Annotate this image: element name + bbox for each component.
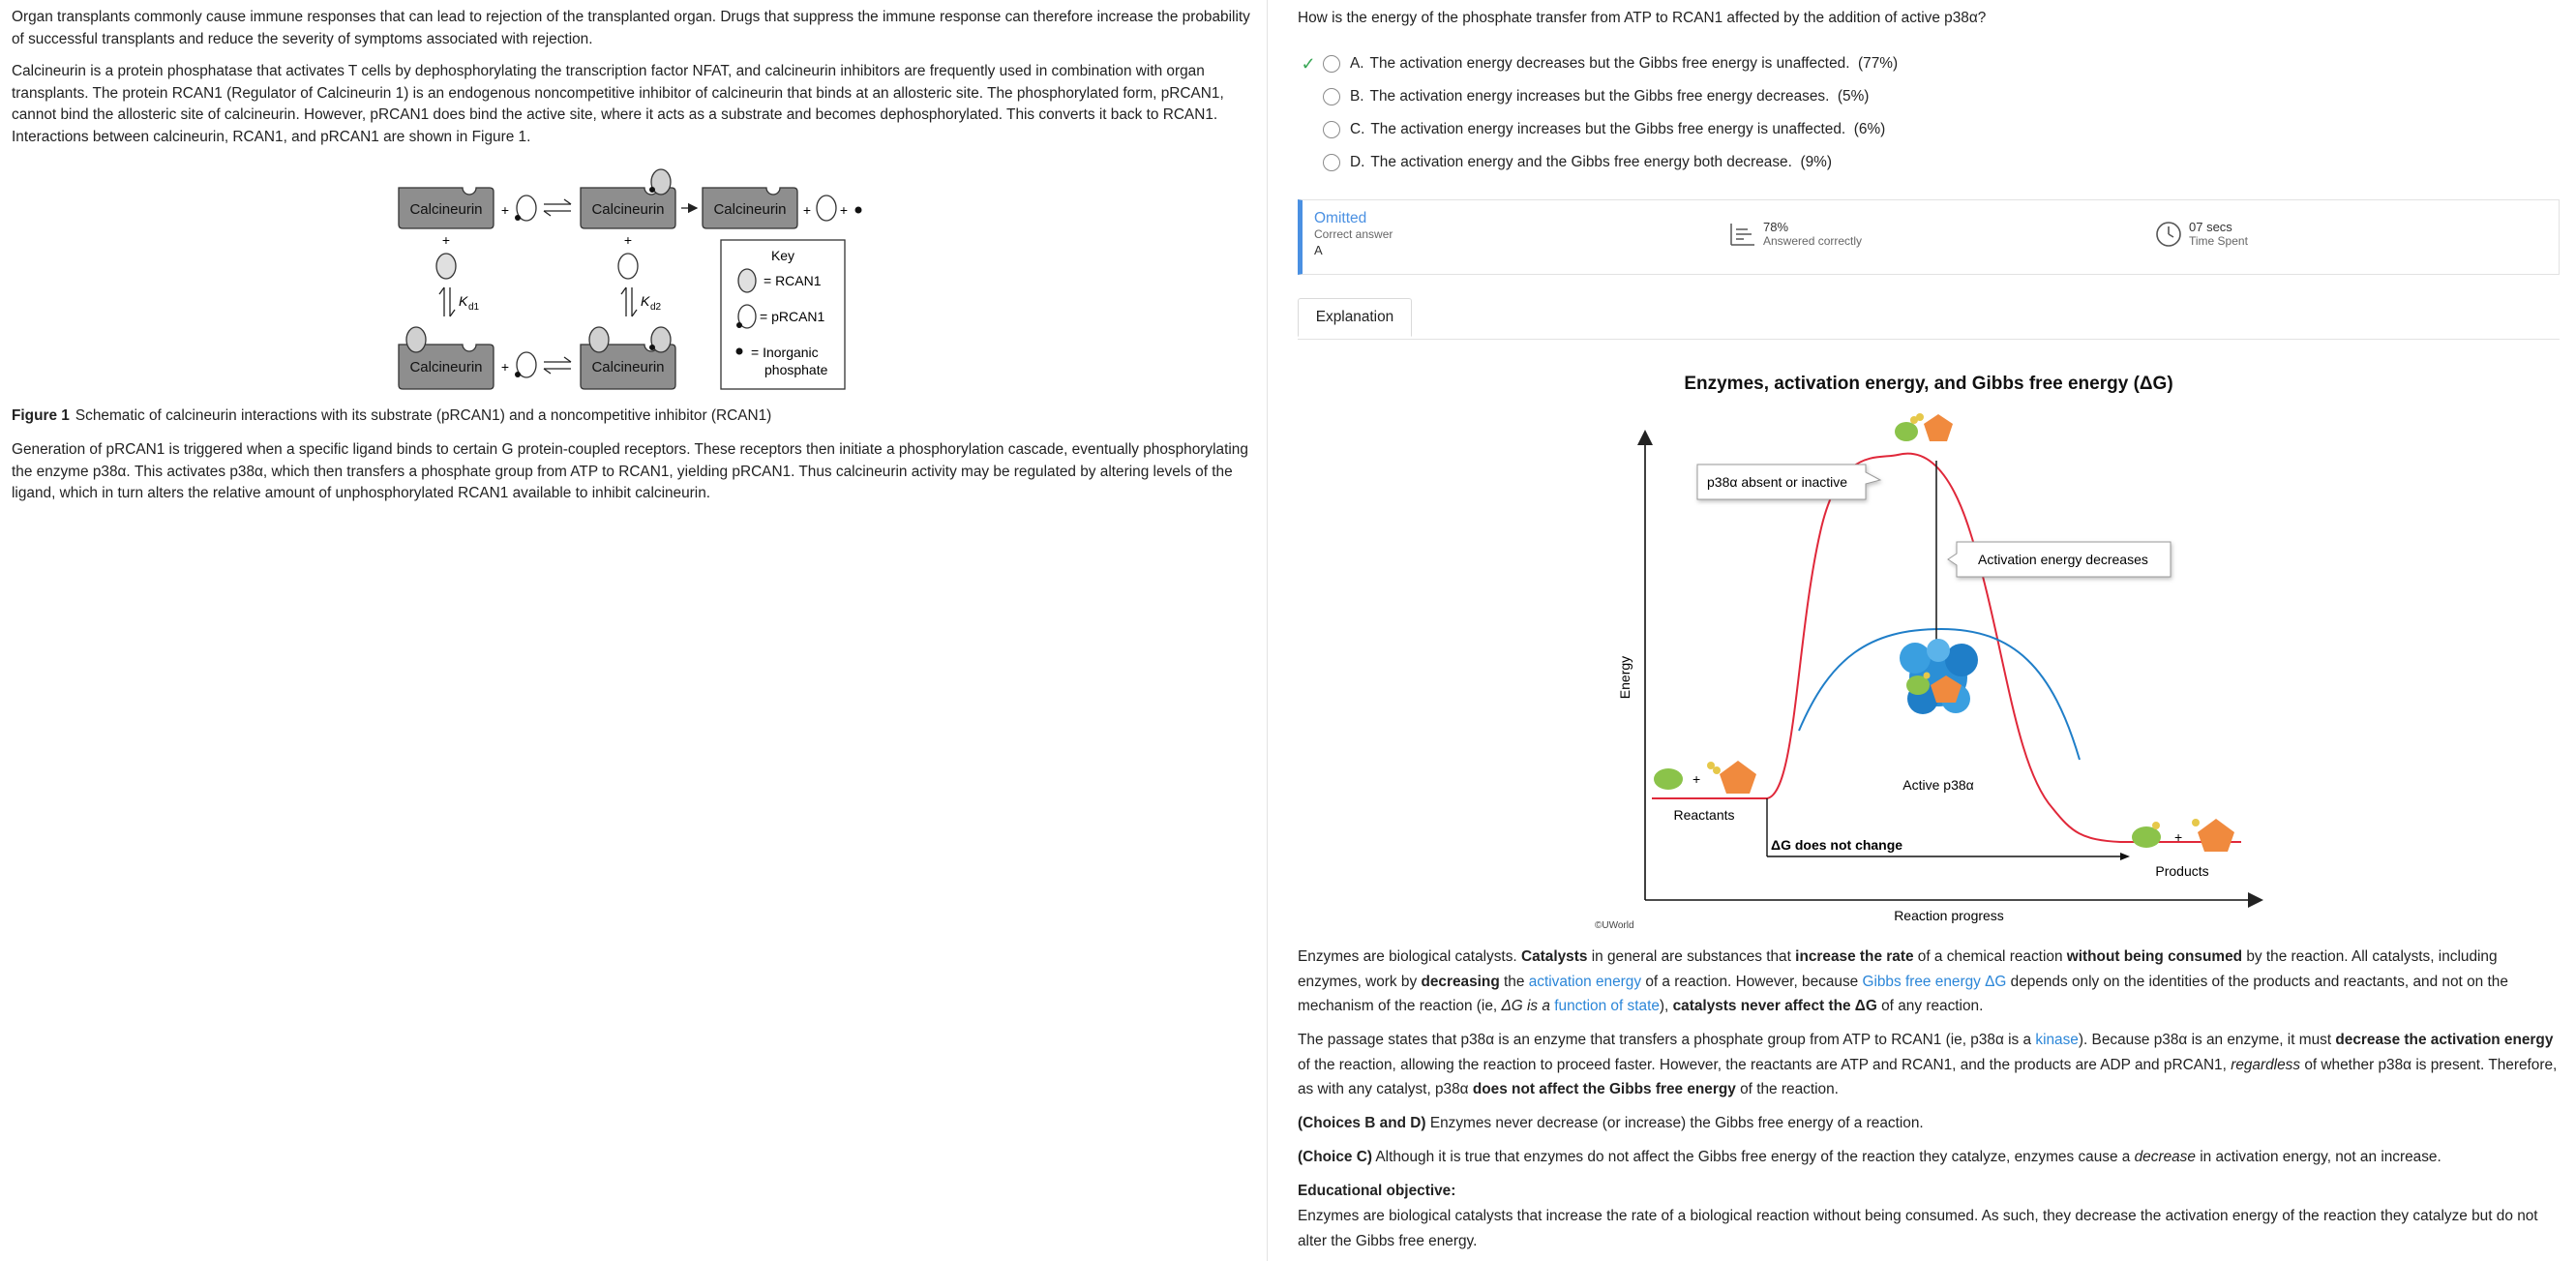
svg-text:d2: d2 <box>650 302 662 313</box>
molecule-transition-state <box>1895 413 1953 441</box>
bar-chart-icon <box>1728 220 1757 249</box>
choice-letter: B. <box>1350 88 1364 105</box>
key-phosphate-2: phosphate <box>764 362 828 377</box>
percent-value: 78% <box>1763 220 1789 234</box>
choice-letter: A. <box>1350 55 1364 72</box>
choice-percent: (5%) <box>1837 88 1870 105</box>
choice-d[interactable] <box>1298 151 1832 174</box>
calcineurin-label: Calcineurin <box>713 201 787 218</box>
prcan1-symbol <box>515 195 536 221</box>
question-pane <box>1269 0 2576 1261</box>
explanation-paragraph-1: Enzymes are biological catalysts. Catalysts in general are substances that increase the rate of a chemical reaction without being consumed by the reaction. All catalysts, including enzymes, work by decreasing the activation energy of a reaction. However, because Gibbs free energy ΔG depends only on the identities of the products and reactants, and not on the mechanism of the reaction (ie, ΔG is a function of state), catalysts never affect the ΔG of any reaction. <box>1298 948 2508 1015</box>
choice-percent: (77%) <box>1858 55 1899 72</box>
equilibrium-arrow <box>544 357 571 374</box>
diagram-title: Enzymes, activation energy, and Gibbs free energy (ΔG) <box>1684 374 2173 394</box>
percent-label: Answered correctly <box>1763 234 1863 248</box>
plus-sign: + <box>839 202 849 218</box>
tab-explanation[interactable]: Explanation <box>1298 298 1412 337</box>
choice-c[interactable] <box>1298 118 1885 141</box>
time-spent-stat <box>2154 220 2248 249</box>
educational-objective-title: Educational objective: <box>1298 1183 1456 1199</box>
figure-caption-text: Schematic of calcineurin interactions with its substrate (pRCAN1) and a noncompetitive inhibitor (RCAN1) <box>75 407 772 424</box>
answer-status <box>1314 210 1393 257</box>
kd2-equilibrium <box>621 287 662 316</box>
callout-inactive-text: p38α absent or inactive <box>1707 474 1848 490</box>
choice-letter: C. <box>1350 121 1365 137</box>
status-omitted: Omitted <box>1314 210 1367 226</box>
calcineurin-label: Calcineurin <box>591 359 665 375</box>
figure-caption-label: Figure 1 <box>12 407 70 424</box>
molecule-products <box>2132 819 2234 852</box>
p38-enzyme-icon <box>1900 639 1978 714</box>
correct-answer-label: Correct answer <box>1314 227 1393 241</box>
plus-sign: + <box>623 232 633 248</box>
svg-text:d1: d1 <box>468 302 480 313</box>
plus-sign: + <box>500 359 510 375</box>
rcan1-symbol <box>618 254 638 279</box>
choice-letter: D. <box>1350 154 1365 170</box>
rcan1-symbol <box>436 254 456 279</box>
svg-text:+: + <box>1692 771 1701 787</box>
reactants-label: Reactants <box>1673 807 1735 823</box>
figure-caption <box>12 407 771 425</box>
x-axis-label: Reaction progress <box>1894 908 2004 923</box>
time-value: 07 secs <box>2189 220 2232 234</box>
radio-button-a[interactable] <box>1323 55 1340 73</box>
correct-answer-value: A <box>1314 243 1323 257</box>
passage-paragraph-1: Organ transplants commonly cause immune responses that can lead to rejection of the transplanted organ. Drugs that suppress the immune response can therefore increase the probability of successful transplants and reduce the severity of symptoms associated with rejection. <box>12 9 1250 47</box>
link-gibbs-free-energy[interactable]: Gibbs free energy ΔG <box>1862 973 2007 990</box>
calcineurin-box-bottom-2 <box>581 327 675 389</box>
copyright-text: ©UWorld <box>1595 920 1634 931</box>
explanation-paragraph-3: (Choices B and D) Enzymes never decrease (or increase) the Gibbs free energy of a reaction. <box>1298 1115 1924 1131</box>
link-activation-energy[interactable]: activation energy <box>1528 973 1642 990</box>
correct-check-icon: ✓ <box>1301 53 1316 74</box>
energy-diagram <box>1269 397 2576 939</box>
svg-text:K: K <box>641 293 650 309</box>
kd1-equilibrium <box>439 287 480 316</box>
callout-activation-text: Activation energy decreases <box>1978 552 2148 567</box>
answer-stats-bar <box>1298 199 2560 275</box>
choice-percent: (6%) <box>1853 121 1886 137</box>
calcineurin-label: Calcineurin <box>409 201 483 218</box>
phosphate-dot <box>855 207 862 214</box>
plus-sign: + <box>802 202 812 218</box>
explanation-paragraph-2: The passage states that p38α is an enzyme that transfers a phosphate group from ATP to RCAN1 (ie, p38α is a kinase). Because p38α is an enzyme, it must decrease the activation energy of the reaction, allowing the reaction to proceed faster. However, the reactants are ATP and RCAN1, and the products are ADP and pRCAN1, regardless of whether p38α is present. Therefore, as with any catalyst, p38α does not affect the Gibbs free energy of the reaction. <box>1298 1032 2558 1098</box>
calcineurin-box-top-1 <box>399 188 494 228</box>
prcan1-symbol <box>515 352 536 377</box>
tab-bar <box>1298 296 2560 340</box>
delta-g-label: ΔG does not change <box>1771 837 1903 853</box>
link-kinase[interactable]: kinase <box>2035 1032 2079 1048</box>
link-function-of-state[interactable]: function of state <box>1554 998 1660 1015</box>
question-stem: How is the energy of the phosphate transfer from ATP to RCAN1 affected by the addition of active p38α? <box>1298 10 1987 26</box>
explanation-paragraph-4: (Choice C) Although it is true that enzymes do not affect the Gibbs free energy of the reaction they catalyze, enzymes cause a decrease in activation energy, not an increase. <box>1298 1149 2441 1165</box>
equilibrium-arrow <box>544 199 571 216</box>
choice-b[interactable] <box>1298 85 1869 108</box>
calcineurin-box-top-3 <box>703 188 797 228</box>
figure-1-schematic <box>0 0 1268 406</box>
clock-icon <box>2154 220 2183 249</box>
time-label: Time Spent <box>2189 234 2248 248</box>
calcineurin-box-top-2 <box>581 169 675 228</box>
enzyme-label: Active p38α <box>1902 777 1974 793</box>
figure-key <box>721 240 845 389</box>
key-prcan1: = pRCAN1 <box>760 309 825 324</box>
choice-percent: (9%) <box>1800 154 1832 170</box>
molecule-reactants <box>1654 761 1756 794</box>
calcineurin-label: Calcineurin <box>409 359 483 375</box>
plus-sign: + <box>500 202 510 218</box>
choice-text: The activation energy decreases but the Gibbs free energy is unaffected. <box>1369 55 1850 72</box>
radio-button-b[interactable] <box>1323 88 1340 105</box>
passage-paragraph-3: Generation of pRCAN1 is triggered when a specific ligand binds to certain G protein-coupled receptors. These receptors then initiate a phosphorylation cascade, eventually phosphorylating the enzyme p38α. This activates p38α, which then transfers a phosphate group from ATP to RCAN1, yielding pRCAN1. Thus calcineurin activity may be regulated by altering levels of the ligand, which in turn alters the relative amount of unphosphorylated RCAN1 available to inhibit calcineurin. <box>12 441 1248 501</box>
calcineurin-label: Calcineurin <box>591 201 665 218</box>
plus-sign: + <box>441 232 451 248</box>
choice-text: The activation energy increases but the Gibbs free energy decreases. <box>1369 88 1830 105</box>
key-rcan1: = RCAN1 <box>764 273 822 288</box>
radio-button-d[interactable] <box>1323 154 1340 171</box>
svg-text:K: K <box>459 293 468 309</box>
choice-a[interactable] <box>1298 52 1898 75</box>
key-phosphate: = Inorganic <box>751 345 819 360</box>
svg-text:+: + <box>2174 829 2183 845</box>
passage-paragraph-2: Calcineurin is a protein phosphatase that activates T cells by dephosphorylating the transcription factor NFAT, and calcineurin inhibitors are frequently used in combination with organ transplants. The protein RCAN1 (Regulator of Calcineurin 1) is an endogenous noncompetitive inhibitor of calcineurin that binds at an allosteric site. The phosphorylated form, pRCAN1, cannot bind the allosteric site of calcineurin. However, pRCAN1 does bind the active site, where it acts as a substrate and becomes dephosphorylated. This converts it back to RCAN1. Interactions between calcineurin, RCAN1, and pRCAN1 are shown in Figure 1. <box>12 63 1224 145</box>
educational-objective-text: Enzymes are biological catalysts that increase the rate of a biological reaction without being consumed. As such, they decrease the activation energy of the reaction they catalyze but do not alter the Gibbs free energy. <box>1298 1208 2538 1249</box>
passage-pane <box>0 0 1268 1261</box>
products-label: Products <box>2155 863 2209 879</box>
percent-correct-stat <box>1728 220 1862 249</box>
choice-text: The activation energy increases but the Gibbs free energy is unaffected. <box>1370 121 1846 137</box>
y-axis-label: Energy <box>1617 655 1632 700</box>
choice-text: The activation energy and the Gibbs free energy both decrease. <box>1370 154 1792 170</box>
radio-button-c[interactable] <box>1323 121 1340 138</box>
key-title: Key <box>770 248 795 263</box>
rcan1-symbol <box>817 195 836 221</box>
calcineurin-box-bottom-1 <box>399 327 494 389</box>
